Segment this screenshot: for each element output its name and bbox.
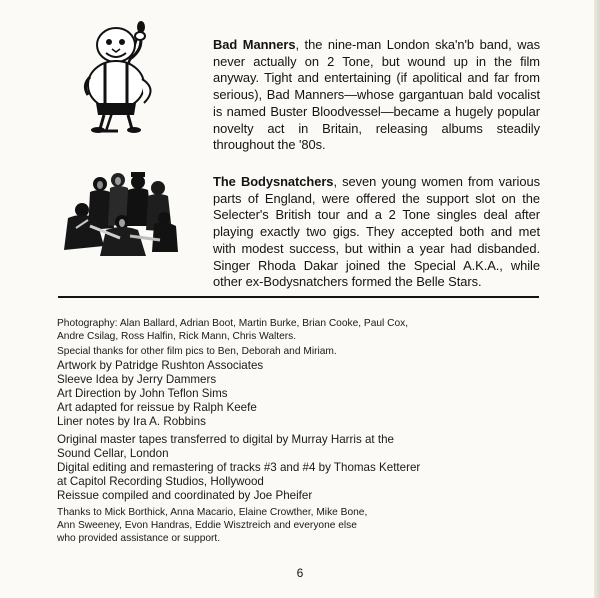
thanks-line-1: Thanks to Mick Borthick, Anna Macario, Elaine Crowther, Mike Bone,	[57, 507, 368, 518]
bad-manners-text: , the nine-man London ska'n'b band, was never actually on 2 Tone, but wound up in the film anyway. Tight and entertaining (if apolitical and far from serious), Bad Manners—whose gargantuan bald vocalist is named Buster Bloodvessel—became a hugely popular novelty act in Britain, releasing albums steadily throughout the '80s.	[213, 37, 540, 153]
sleeve-line: Sleeve Idea by Jerry Dammers	[57, 373, 217, 386]
digital-line-1: Digital editing and remastering of tracks #3 and #4 by Thomas Ketterer	[57, 461, 421, 474]
mastering-credits	[57, 433, 537, 503]
bad-manners-illustration	[78, 19, 166, 135]
thanks-line-3: who provided assistance or support.	[57, 533, 221, 545]
film-pics-thanks-line: Special thanks for other film pics to Ben, Deborah and Miriam.	[57, 346, 337, 357]
bodysnatchers-text: , seven young women from various parts of England, were offered the support slot on the Selecter's British tour and a 2 Tone singles deal after playing exactly two gigs. They accepted both and met with modest success, but within a year had disbanded. Singer Rhoda Dakar joined the Special A.K.A., while other ex-Bodysnatchers formed the Belle Stars.	[213, 174, 540, 290]
page-number: 6	[296, 566, 304, 580]
photography-credits	[57, 317, 537, 343]
thanks-line-2: Ann Sweeney, Evon Handras, Eddie Wisztreich and everyone else	[57, 520, 357, 532]
photography-line-1: Photography: Alan Ballard, Adrian Boot, Martin Burke, Brian Cooke, Paul Cox,	[57, 318, 409, 329]
master-line-1: Original master tapes transferred to digital by Murray Harris at the	[57, 433, 394, 446]
reissue-line: Reissue compiled and coordinated by Joe Pheifer	[57, 489, 313, 502]
liner-notes-line: Liner notes by Ira A. Robbins	[57, 415, 206, 428]
art-direction-line: Art Direction by John Teflon Sims	[57, 387, 228, 400]
art-adapted-line: Art adapted for reissue by Ralph Keefe	[57, 401, 257, 414]
body	[88, 61, 144, 109]
digital-line-2: at Capitol Recording Studios, Hollywood	[57, 475, 264, 488]
film-pics-thanks	[57, 345, 537, 358]
page-edge	[594, 0, 600, 598]
bad-manners-paragraph	[213, 37, 540, 154]
bodysnatchers-photo	[60, 168, 180, 258]
bodysnatchers-paragraph	[213, 174, 540, 291]
master-line-2: Sound Cellar, London	[57, 447, 169, 460]
artwork-line: Artwork by Patridge Rushton Associates	[57, 359, 264, 372]
bad-manners-name: Bad Manners	[213, 37, 296, 52]
artwork-credits	[57, 359, 537, 429]
divider-rule	[58, 296, 539, 298]
bodysnatchers-name: The Bodysnatchers	[213, 174, 334, 189]
photography-line-2: Andre Csilag, Ross Halfin, Rick Mann, Chris Walters.	[57, 331, 297, 343]
thanks-credits	[57, 506, 537, 545]
